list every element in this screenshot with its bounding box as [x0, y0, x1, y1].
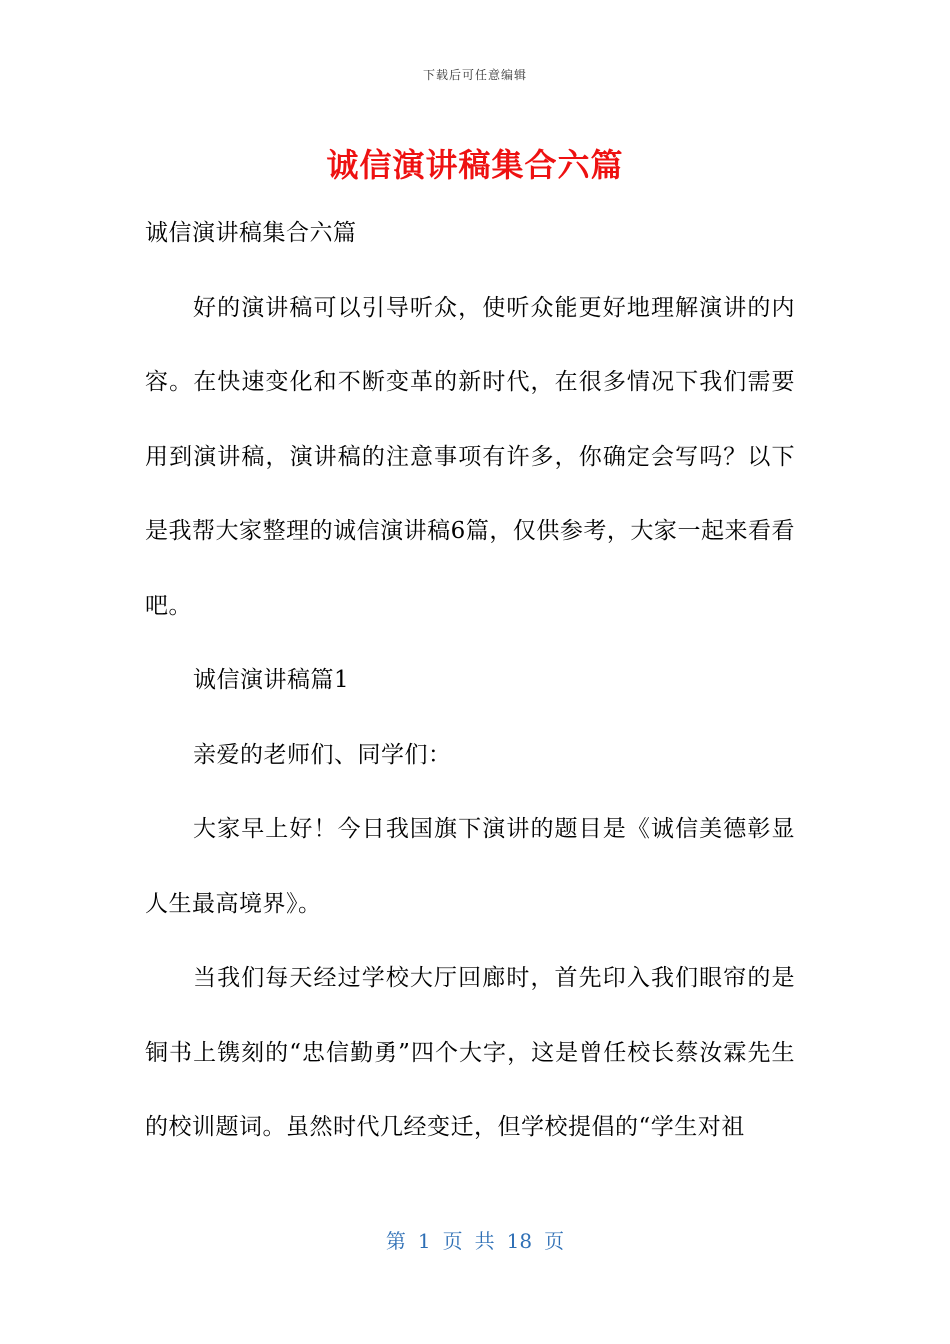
page-footer [0, 1225, 950, 1254]
paragraph-subtitle: 诚信演讲稿集合六篇 [145, 220, 357, 246]
footer-total-pages: 18 [506, 1229, 533, 1253]
footer-total-prefix: 共 [474, 1229, 495, 1253]
paragraph-body: 当我们每天经过学校大厅回廊时，首先印入我们眼帘的是铜书上镌刻的“忠信勤勇”四个大字，这是曾任校长蔡汝霖先生的校训题词。虽然时代几经变迁，但学校提倡的“学生对祖 [145, 965, 795, 1140]
paragraph-greeting: 大家早上好！今日我国旗下演讲的题目是《诚信美德彰显人生最高境界》。 [145, 816, 795, 917]
footer-total-suffix: 页 [544, 1229, 565, 1253]
footer-page-mid: 页 [442, 1229, 463, 1253]
footer-page-number: 1 [417, 1229, 431, 1253]
document-title: 诚信演讲稿集合六篇 [326, 146, 624, 184]
header-note: 下载后可任意编辑 [422, 68, 527, 82]
paragraph-intro: 好的演讲稿可以引导听众，使听众能更好地理解演讲的内容。在快速变化和不断变革的新时代，在很多情况下我们需要用到演讲稿，演讲稿的注意事项有许多，你确定会写吗？以下是我帮大家整理的诚信演讲稿6篇，仅供参考，大家一起来看看吧。 [145, 294, 795, 619]
document-body [145, 196, 795, 1165]
paragraph-section-heading: 诚信演讲稿篇1 [193, 667, 350, 693]
footer-page-prefix: 第 [385, 1229, 406, 1253]
paragraph-salutation: 亲爱的老师们、同学们： [193, 741, 452, 768]
